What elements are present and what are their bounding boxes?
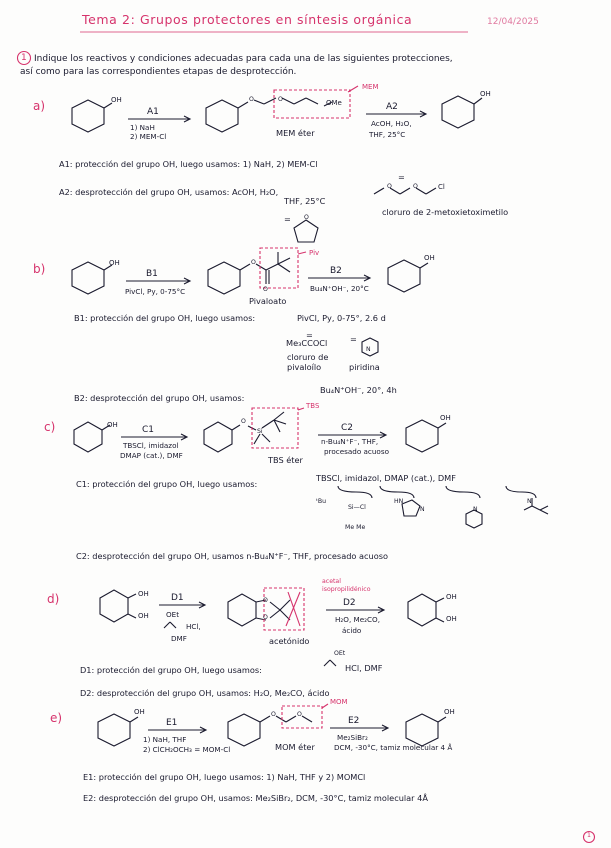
page-number: 1 — [587, 832, 591, 839]
c-si: Si — [257, 428, 263, 435]
d-oh-1: OH — [138, 590, 149, 598]
c-cond2b: procesado acuoso — [324, 447, 389, 456]
d-arrow-2 — [326, 606, 388, 614]
e-note1: E1: protección del grupo OH, luego usamos: 1) NaH, THF y 2) MOMCl — [83, 772, 366, 782]
label-b: b) — [33, 262, 46, 276]
a-cond2b: THF, 25°C — [369, 130, 406, 139]
a-cond2a: AcOH, H₂O, — [371, 119, 412, 128]
e-oh-2: OH — [444, 708, 455, 716]
c-tbs-ether — [196, 408, 308, 460]
b-arrow-2 — [308, 274, 374, 282]
d-acetonide-o2: O — [263, 614, 268, 621]
d-note2: D2: desprotección del grupo OH, usamos: H₂O, Me₂CO, ácido — [80, 688, 330, 698]
c-note1a: C1: protección del grupo OH, luego usamos: — [76, 479, 258, 489]
c-ether-o: O — [241, 418, 246, 425]
question-text-2: así como para las correspondientes etapas de desprotección. — [20, 67, 297, 77]
c-dmf-n: N — [527, 498, 532, 505]
a-note1: A1: protección del grupo OH, luego usamos: 1) NaH, 2) MEM-Cl — [59, 159, 318, 169]
e-cond1b: 2) ClCH₂OCH₃ = MOM-Cl — [143, 745, 231, 754]
c-step2: C2 — [341, 423, 354, 433]
b-note2a: B2: desprotección del grupo OH, usamos: — [74, 393, 245, 403]
a-arrow-2 — [366, 110, 430, 118]
page-date: 12/04/2025 — [487, 17, 539, 27]
page-title: Tema 2: Grupos protectores en síntesis orgánica — [82, 12, 413, 27]
c-reagent-brackets — [336, 484, 576, 536]
a-ome: OMe — [326, 99, 342, 107]
b-oh-2: OH — [424, 254, 435, 262]
e-arrow-2 — [330, 724, 392, 732]
b-oh-1: OH — [109, 259, 120, 267]
b-py-name: piridina — [349, 362, 380, 372]
b-piv-name2: pivaloílo — [287, 362, 322, 372]
c-cond1b: DMAP (cat.), DMF — [120, 451, 183, 460]
label-a: a) — [33, 99, 46, 113]
e-step1: E1 — [166, 718, 178, 728]
d-cond1a: OEt — [166, 610, 180, 619]
d-note-enol-ether — [320, 656, 344, 668]
d-tag-acetal: acetal — [322, 578, 341, 585]
e-mom-tag: MOM — [330, 698, 348, 706]
title-underline — [80, 30, 470, 34]
a-thf-o: O — [304, 214, 309, 221]
c-product-label: TBS éter — [268, 455, 303, 465]
d-tag-isopropylidene: isopropilidénico — [322, 586, 371, 593]
d-product-label: acetónido — [269, 636, 310, 646]
b-piv-formula: Me₃CCOCl — [286, 338, 328, 348]
c-oh-1: OH — [107, 421, 118, 429]
a-note2b: THF, 25°C — [284, 196, 326, 206]
d-enol-ether — [160, 618, 184, 630]
e-oh-1: OH — [134, 708, 145, 716]
e-note2: E2: desprotección del grupo OH, usamos: Me₂SiBr₂, DCM, -30°C, tamiz molecular 4Å — [83, 793, 428, 803]
c-tbu: ᵗBu — [316, 498, 326, 505]
c-imidazole-hn: HN — [394, 498, 404, 505]
c-oh-2: OH — [440, 414, 451, 422]
e-arrow-1 — [148, 726, 210, 734]
b-cond1: PivCl, Py, 0-75°C — [125, 287, 186, 296]
b-product-label: Pivaloato — [249, 296, 287, 306]
a-o-2: O — [278, 96, 283, 103]
d-oh-4: OH — [446, 615, 457, 623]
b-cyclohexanol — [62, 258, 116, 300]
question-text-1: Indique los reactivos y condiciones adecuadas para cada una de las siguientes protecciones, — [34, 54, 453, 64]
c-cond1a: TBSCl, imidazol — [123, 441, 179, 450]
a-o-1: O — [249, 96, 254, 103]
b-note1a: B1: protección del grupo OH, luego usamos: — [74, 313, 256, 323]
a-product-label: MEM éter — [276, 128, 315, 138]
label-d: d) — [47, 592, 60, 606]
b-ester-o: O — [251, 259, 256, 266]
a-cyclohexanol — [62, 96, 116, 138]
d-step2: D2 — [343, 598, 356, 608]
c-step1: C1 — [142, 425, 155, 435]
b-equals-2: = — [350, 334, 357, 344]
c-imidazole-n: N — [420, 506, 425, 513]
d-step1: D1 — [171, 593, 184, 603]
b-arrow-1 — [126, 277, 194, 285]
b-note2b: Bu₄N⁺OH⁻, 20°, 4h — [320, 385, 397, 395]
b-pyridine-n: N — [366, 346, 371, 353]
d-cond1b: HCl, — [186, 622, 201, 631]
b-equals-1: = — [306, 330, 313, 340]
c-note2: C2: desprotección del grupo OH, usamos n-Bu₄N⁺F⁻, THF, procesado acuoso — [76, 551, 389, 561]
label-c: c) — [44, 420, 56, 434]
e-cond2a: Me₂SiBr₂ — [337, 733, 368, 742]
d-arrow-1 — [159, 601, 209, 609]
d-cond2b: ácido — [342, 626, 362, 635]
b-step2: B2 — [330, 266, 342, 276]
d-acetonide-o1: O — [263, 597, 268, 604]
a-oh-2: OH — [480, 90, 491, 98]
b-piv-tag: Piv — [309, 249, 320, 257]
e-step2: E2 — [348, 716, 360, 726]
c-tbs-tag: TBS — [306, 402, 320, 410]
b-piv-name1: cloruro de — [287, 352, 329, 362]
b-cond2: Bu₄N⁺OH⁻, 20°C — [310, 284, 369, 293]
d-cond1c: DMF — [171, 634, 187, 643]
e-cond1a: 1) NaH, THF — [143, 735, 187, 744]
d-note1-oet: OEt — [334, 650, 346, 657]
question-number: 1 — [21, 53, 27, 63]
a-oh-1: OH — [111, 96, 122, 104]
c-dmap-n: N — [473, 506, 478, 513]
a-cond1a: 1) NaH — [130, 123, 155, 132]
e-ether-o1: O — [271, 711, 276, 718]
d-note1a: D1: protección del grupo OH, luego usamos: — [80, 665, 262, 675]
d-cond2a: H₂O, Me₂CO, — [335, 615, 380, 624]
c-note1b: TBSCl, imidazol, DMAP (cat.), DMF — [316, 473, 456, 483]
c-arrow-1 — [121, 433, 191, 441]
d-note1b: HCl, DMF — [345, 663, 383, 673]
a-mem-tag: MEM — [362, 83, 379, 91]
c-cond2a: n-Bu₄N⁺F⁻, THF, — [321, 437, 379, 446]
a-memcl-o1: O — [387, 183, 392, 190]
a-arrow-1 — [128, 115, 194, 123]
a-memcl-o2: O — [413, 183, 418, 190]
a-step2: A2 — [386, 102, 398, 112]
a-equals-2: = — [398, 172, 405, 182]
b-note1b: PivCl, Py, 0-75°, 2.6 d — [297, 313, 386, 323]
d-oh-2: OH — [138, 612, 149, 620]
c-si-cl: Si—Cl — [348, 504, 366, 511]
d-acetonide — [220, 588, 320, 640]
label-e: e) — [50, 711, 63, 725]
a-memcl-cl: Cl — [438, 183, 445, 191]
e-product-label: MOM éter — [275, 742, 315, 752]
d-oh-3: OH — [446, 593, 457, 601]
a-equals-1: = — [284, 214, 291, 224]
b-step1: B1 — [146, 269, 158, 279]
a-cond1b: 2) MEM-Cl — [130, 132, 167, 141]
a-note2a: A2: desprotección del grupo OH, usamos: AcOH, H₂O, — [59, 187, 279, 197]
a-step1: A1 — [147, 107, 159, 117]
e-ether-o2: O — [297, 711, 302, 718]
a-reagent-name: cloruro de 2-metoxietoximetilo — [382, 207, 509, 217]
b-carbonyl-o: O — [263, 286, 268, 293]
c-me-me: Me Me — [345, 524, 366, 531]
e-cond2b: DCM, -30°C, tamiz molecular 4 Å — [334, 743, 453, 752]
